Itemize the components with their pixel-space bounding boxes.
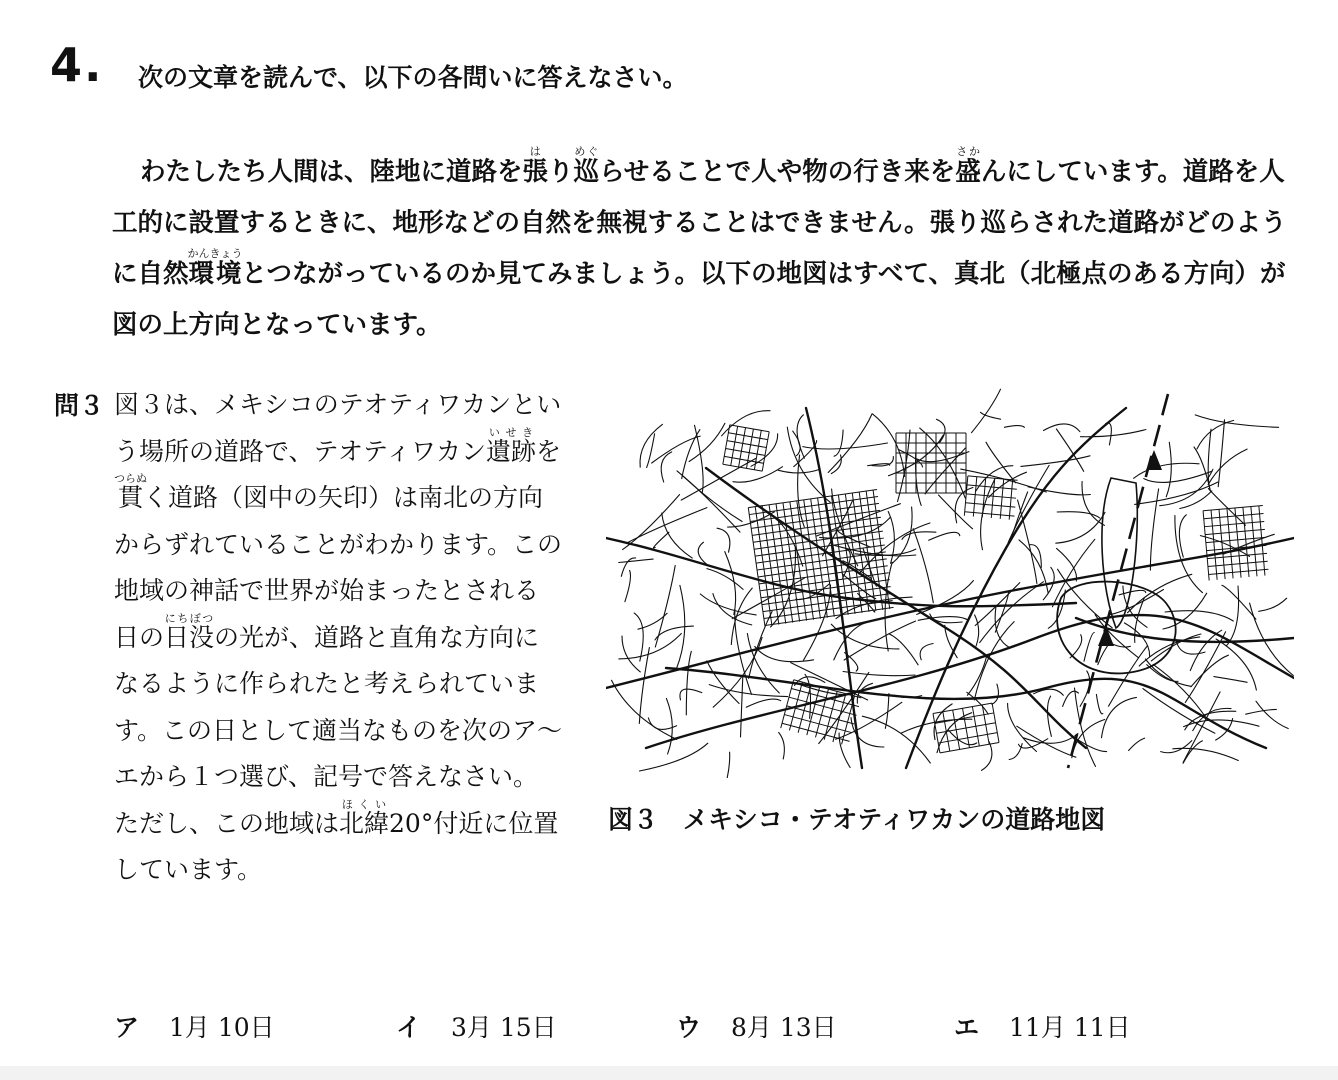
road-line bbox=[1109, 646, 1148, 706]
road-line bbox=[1143, 689, 1215, 734]
road-line bbox=[728, 433, 767, 440]
choice-key: ア bbox=[114, 1013, 140, 1042]
road-line bbox=[1191, 655, 1229, 687]
road-line bbox=[776, 504, 793, 623]
road-line bbox=[866, 491, 883, 610]
road-line bbox=[762, 432, 769, 471]
figure-caption: 図３ メキシコ・テオティワカンの道路地図 bbox=[608, 805, 1106, 834]
road-line bbox=[1144, 471, 1212, 482]
ruby-word: 盛さか bbox=[955, 145, 981, 187]
road-line bbox=[825, 497, 842, 616]
road-line bbox=[1166, 442, 1171, 497]
road-line bbox=[1214, 677, 1247, 683]
road-line bbox=[1246, 709, 1277, 714]
road-line bbox=[625, 570, 631, 601]
road-line bbox=[681, 459, 755, 501]
road-line bbox=[1095, 615, 1138, 658]
road-line bbox=[898, 449, 922, 467]
road-line bbox=[784, 715, 852, 733]
road-line bbox=[1203, 511, 1209, 581]
road-line bbox=[918, 617, 968, 621]
road-line bbox=[818, 498, 835, 617]
q3-text: の光が、道路と直角な方向になるように作られたと考えられています。この日として適当なものを次のア～エから１つ選び、記号で答えなさい。ただし、この地域は bbox=[114, 622, 563, 838]
choice-e bbox=[954, 1008, 1131, 1044]
q3-text: を bbox=[536, 436, 562, 466]
road-line bbox=[1203, 506, 1263, 511]
road-line bbox=[655, 566, 675, 648]
road-line bbox=[797, 501, 814, 620]
choice-value: 3月 15日 bbox=[451, 1013, 557, 1042]
road-line bbox=[1075, 688, 1096, 766]
road-line bbox=[683, 476, 742, 521]
road-line bbox=[1052, 539, 1094, 607]
road-line bbox=[654, 532, 669, 548]
road-line bbox=[1124, 623, 1149, 656]
road-line bbox=[686, 651, 691, 715]
passage bbox=[112, 145, 1302, 351]
road-line bbox=[862, 716, 930, 763]
road-line bbox=[619, 634, 682, 659]
road-line bbox=[1084, 633, 1094, 662]
road-line bbox=[973, 477, 976, 517]
road-line bbox=[1205, 529, 1265, 534]
q3-text: く道路（図中の矢印）は南北の方向からずれていることがわかります。この地域の神話で世界が始まったとされる日の bbox=[114, 483, 563, 652]
road-line bbox=[790, 502, 807, 621]
road-line bbox=[1256, 701, 1288, 728]
road-line bbox=[834, 430, 843, 456]
q3-body bbox=[114, 382, 562, 894]
road-line bbox=[1208, 489, 1245, 526]
road-line bbox=[1009, 480, 1012, 520]
street-grid bbox=[1203, 506, 1269, 581]
ruby-word: 貫つらぬ bbox=[114, 472, 147, 512]
road-line bbox=[967, 692, 988, 714]
road-line bbox=[1004, 426, 1024, 428]
road-line bbox=[733, 467, 783, 483]
road-line bbox=[981, 412, 1001, 419]
road-line bbox=[1008, 465, 1049, 542]
road-line bbox=[724, 456, 763, 463]
street-grid bbox=[964, 476, 1017, 520]
road-line bbox=[689, 423, 725, 461]
passage-text: わたしたち人間は、陸地に道路を bbox=[140, 157, 523, 187]
road-line bbox=[975, 583, 1020, 626]
road-line bbox=[839, 733, 850, 768]
passage-paragraph bbox=[112, 145, 1302, 351]
passage-text: らせることで人や物の行き来を bbox=[599, 157, 956, 187]
choice-i bbox=[396, 1008, 557, 1044]
road-line bbox=[845, 494, 862, 613]
road-line bbox=[1145, 659, 1191, 686]
road-line bbox=[1180, 491, 1212, 509]
road-line bbox=[982, 477, 985, 517]
q3-paragraph bbox=[114, 382, 562, 894]
choice-key: エ bbox=[954, 1013, 980, 1042]
q3-text: 20°付近に位置しています。 bbox=[114, 808, 559, 884]
road-map-svg bbox=[606, 388, 1294, 778]
road-line bbox=[1057, 548, 1077, 581]
road-line bbox=[791, 663, 868, 700]
road-line bbox=[725, 552, 736, 615]
road-line bbox=[1208, 449, 1247, 485]
road-line bbox=[748, 490, 877, 508]
road-line bbox=[727, 752, 730, 778]
road-line bbox=[755, 507, 772, 626]
choice-key: イ bbox=[396, 1013, 422, 1042]
road-line bbox=[677, 471, 740, 532]
choice-u bbox=[676, 1008, 837, 1044]
road-map-figure bbox=[606, 388, 1294, 778]
street-grid bbox=[748, 490, 893, 627]
road-line bbox=[749, 496, 878, 514]
road-line bbox=[1161, 741, 1192, 753]
road-line bbox=[727, 441, 766, 448]
question-number: 4. bbox=[50, 38, 104, 92]
road-line bbox=[1096, 694, 1102, 713]
road-line bbox=[612, 680, 677, 739]
choice-value: 11月 11日 bbox=[1009, 1013, 1131, 1042]
choice-key: ウ bbox=[676, 1013, 702, 1042]
ruby-word: 遺跡いせき bbox=[486, 425, 537, 466]
road-line bbox=[746, 429, 753, 468]
road-line bbox=[804, 500, 821, 619]
road-line bbox=[741, 676, 743, 737]
road-line bbox=[680, 689, 702, 700]
road-line bbox=[1044, 424, 1080, 432]
ruby-word: 日没にちぼつ bbox=[164, 611, 215, 652]
road-line bbox=[634, 613, 643, 661]
road-line bbox=[739, 428, 746, 467]
road-line bbox=[731, 426, 738, 465]
road-line bbox=[1218, 420, 1224, 487]
road-line bbox=[1129, 738, 1145, 750]
road-line bbox=[779, 733, 785, 760]
arrow-head-north bbox=[1146, 450, 1162, 470]
road-line bbox=[1175, 516, 1203, 593]
road-line bbox=[762, 506, 779, 625]
road-line bbox=[754, 430, 761, 469]
road-line bbox=[782, 723, 850, 741]
road-line bbox=[622, 636, 640, 672]
road-line bbox=[972, 389, 1001, 433]
road-line bbox=[1128, 574, 1192, 612]
road-line bbox=[707, 569, 743, 590]
choice-value: 1月 10日 bbox=[169, 1013, 275, 1042]
road-line bbox=[700, 594, 756, 615]
q3-label: 問３ bbox=[54, 391, 105, 420]
road-line bbox=[1208, 561, 1268, 566]
question-instruction: 次の文章を読んで、以下の各問いに答えなさい。 bbox=[138, 63, 688, 92]
road-line bbox=[1251, 507, 1257, 577]
road-line bbox=[1102, 478, 1137, 628]
road-line bbox=[1173, 748, 1239, 760]
road-line bbox=[1243, 507, 1249, 577]
ruby-word: 環境かんきょう bbox=[187, 247, 243, 289]
road-line bbox=[1135, 482, 1218, 504]
road-line bbox=[965, 503, 1015, 507]
road-line bbox=[906, 408, 1126, 768]
road-line bbox=[885, 562, 892, 651]
ruby-word: 張は bbox=[522, 145, 549, 187]
dashed-axis-line bbox=[1068, 394, 1168, 768]
road-line bbox=[1179, 515, 1186, 557]
road-line bbox=[797, 415, 804, 458]
road-line bbox=[661, 452, 672, 482]
road-line bbox=[628, 508, 707, 543]
road-line bbox=[992, 684, 999, 704]
passage-text: り bbox=[548, 157, 574, 187]
road-line bbox=[1102, 697, 1137, 737]
road-line bbox=[1209, 569, 1269, 574]
road-line bbox=[873, 490, 890, 609]
passage-text: とつながっているのか見てみましょう。以下の地図はすべて、真北（北極点のある方向）が図の上方向となっています。 bbox=[112, 259, 1286, 340]
road-line bbox=[1226, 586, 1238, 646]
road-line bbox=[920, 644, 933, 660]
road-line bbox=[1204, 521, 1264, 526]
road-line bbox=[1211, 510, 1217, 580]
road-line bbox=[1134, 463, 1199, 478]
choice-a bbox=[114, 1008, 275, 1044]
road-line bbox=[726, 448, 765, 455]
passage-text: んにしています。道路を人工的に設置するときに、地形などの自然を無視することはできません。張り巡らされた道路がどのように自然 bbox=[112, 157, 1287, 289]
road-line bbox=[929, 532, 960, 540]
road-line bbox=[717, 528, 730, 552]
road-line bbox=[1259, 506, 1265, 576]
ruby-word: 巡めぐ bbox=[573, 145, 600, 187]
road-line bbox=[783, 503, 800, 622]
road-line bbox=[1219, 509, 1225, 579]
road-line bbox=[1081, 430, 1146, 437]
road-line bbox=[828, 414, 872, 473]
road-line bbox=[640, 424, 663, 467]
road-line bbox=[707, 661, 739, 704]
road-line bbox=[811, 499, 828, 618]
page-bottom-band bbox=[0, 1066, 1338, 1080]
road-line bbox=[713, 594, 752, 625]
road-line bbox=[778, 469, 820, 473]
ruby-word: 北緯ほくい bbox=[339, 797, 390, 838]
road-line bbox=[986, 442, 1016, 483]
street-grid bbox=[896, 433, 966, 493]
road-line bbox=[1259, 598, 1287, 611]
road-line bbox=[1216, 639, 1256, 690]
road-line bbox=[975, 615, 979, 646]
road-line bbox=[1227, 509, 1233, 579]
road-line bbox=[1195, 415, 1278, 427]
road-line bbox=[898, 430, 911, 502]
road-line bbox=[746, 699, 781, 707]
road-line bbox=[1028, 487, 1090, 495]
road-line bbox=[666, 698, 672, 754]
road-line bbox=[730, 425, 769, 432]
q3-text: 図３は、メキシコのテオティワカンという場所の道路で、テオティワカン bbox=[114, 390, 562, 466]
road-line bbox=[843, 672, 915, 676]
road-line bbox=[619, 559, 653, 562]
choice-value: 8月 13日 bbox=[731, 1013, 837, 1042]
road-line bbox=[965, 512, 1015, 516]
road-line bbox=[1197, 420, 1234, 449]
road-line bbox=[1106, 423, 1112, 445]
